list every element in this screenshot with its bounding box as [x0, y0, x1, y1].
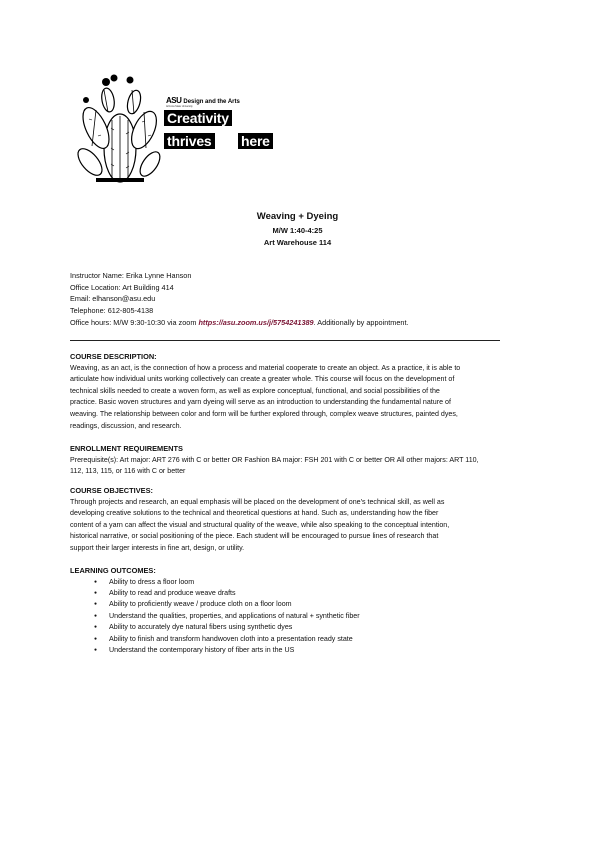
office-hours-text: Office hours: M/W 9:30-10:30 via zoom — [70, 317, 199, 327]
instructor-name: Instructor Name: Erika Lynne Hanson — [70, 271, 192, 280]
university-name: Arizona State University — [166, 105, 193, 108]
list-item: ● Ability to finish and transform handwoven cloth into a presentation ready state — [94, 634, 525, 645]
paragraph-line: content of a yarn can affect the visual and structural quality of the weave, while also speaking to the conceptual intention, — [70, 520, 450, 529]
list-item: ● Understand the qualities, properties, and applications of natural + synthetic fiber — [94, 611, 525, 622]
course-title: Weaving + Dyeing — [256, 211, 339, 222]
header-logo — [68, 70, 293, 190]
school-name-text: Design and the Arts — [183, 99, 240, 105]
tagline-thrives: thrives — [164, 133, 215, 149]
section-heading: ENROLLMENT REQUIREMENTS — [70, 444, 183, 453]
office-location: Office Location: Art Building 414 — [70, 282, 174, 292]
paragraph-line: articulate how individual units working collectively can create a greater whole. This course will focus on the development of — [70, 375, 455, 384]
list-item: ● Ability to read and produce weave drafts — [94, 588, 525, 599]
office-hours-suffix: . Additionally by appointment. — [313, 317, 409, 327]
paragraph-line: developing creative solutions to the technical and theoretical questions at hand. Such as, understanding how the fiber — [70, 509, 439, 518]
telephone: Telephone: 612-805-4138 — [70, 306, 154, 316]
office-hours — [70, 317, 409, 329]
tagline-creativity: Creativity — [164, 110, 232, 126]
paragraph-line: practice. Basic woven structures and yarn dyeing will serve as an introduction to understanding the fundamental nature of — [70, 398, 451, 407]
email-address: Email: elhanson@asu.edu — [70, 294, 156, 304]
list-item: ● Understand the contemporary history of fiber arts in the US — [94, 645, 525, 656]
paragraph-line: technical skills needed to create a woven form, as well as explore conceptual, functional, and social possibilities of the — [70, 386, 440, 395]
paragraph-line: Weaving, as an act, is the connection of how a process and material cooperate to create an object. As a practice, it is able to — [70, 363, 461, 372]
section-heading: COURSE DESCRIPTION: — [70, 352, 157, 361]
course-location: Art Warehouse 114 — [263, 238, 332, 247]
objectives-section — [70, 485, 525, 555]
zoom-link[interactable]: https://asu.zoom.us/j/5754241389 — [198, 317, 314, 327]
section-heading: LEARNING OUTCOMES: — [70, 566, 156, 575]
divider — [70, 340, 500, 341]
paragraph-line: Prerequisite(s): Art major: ART 276 with C or better OR Fashion BA major: FSH 201 with C or better OR All other majors: ART 110, — [70, 455, 479, 464]
paragraph-line: weaving. The relationship between color and form will be further explored through, complex weave structures, painted dyes, — [70, 409, 458, 418]
asu-mark: ASU — [166, 96, 182, 105]
course-description-section — [70, 351, 525, 432]
learning-outcomes-section — [70, 565, 525, 656]
tagline-here: here — [238, 133, 273, 149]
section-heading: COURSE OBJECTIVES: — [70, 486, 153, 495]
paragraph-line: 112, 113, 115, or 116 with C or better — [70, 467, 186, 476]
paragraph-line: readings, discussion, and research. — [70, 421, 182, 430]
paragraph-line: Through projects and research, an equal emphasis will be placed on the development of one's technical skill, as well as — [70, 497, 445, 506]
school-name — [166, 98, 240, 105]
paragraph-line: historical narrative, or social positioning of the piece. Each student will be encouraged to pursue lines of research that — [70, 532, 439, 541]
course-schedule: M/W 1:40-4:25 — [272, 226, 323, 235]
enrollment-section — [70, 443, 525, 478]
contact-info — [70, 270, 409, 329]
outcomes-list — [70, 577, 525, 657]
list-item: ● Ability to dress a floor loom — [94, 577, 525, 588]
list-item: ● Ability to proficiently weave / produce cloth on a floor loom — [94, 599, 525, 610]
cactus-illustration-icon — [68, 70, 168, 190]
paragraph-line: support their larger interests in fine art, design, or utility. — [70, 543, 245, 552]
list-item: ● Ability to accurately dye natural fibers using synthetic dyes — [94, 622, 525, 633]
